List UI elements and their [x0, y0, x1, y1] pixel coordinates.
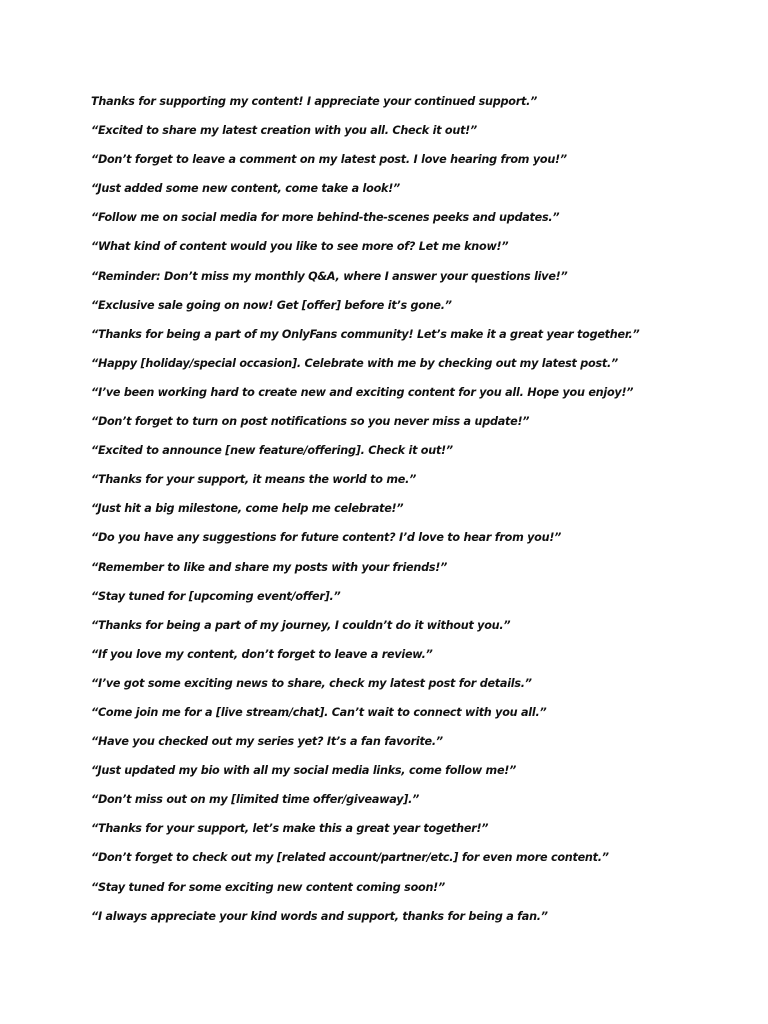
message-line: “Reminder: Don’t miss my monthly Q&A, where I answer your questions live!” — [91, 269, 568, 283]
message-line: “Follow me on social media for more behind-the-scenes peeks and updates.” — [91, 211, 560, 225]
message-line: “Thanks for your support, let’s make this a great year together!” — [91, 822, 489, 836]
message-line: “Don’t forget to turn on post notifications so you never miss a update!” — [91, 415, 530, 429]
message-line: “Thanks for your support, it means the world to me.” — [91, 473, 417, 487]
message-line: “Exclusive sale going on now! Get [offer] before it’s gone.” — [91, 298, 452, 312]
message-line: “Stay tuned for some exciting new content coming soon!” — [91, 880, 445, 894]
message-line: “I’ve got some exciting news to share, check my latest post for details.” — [91, 676, 532, 690]
message-line: “Thanks for being a part of my OnlyFans community! Let’s make it a great year together.” — [91, 327, 640, 341]
message-line: “Just hit a big milestone, come help me celebrate!” — [91, 502, 404, 516]
message-line: “Just updated my bio with all my social media links, come follow me!” — [91, 764, 517, 778]
message-line: “Come join me for a [live stream/chat]. Can’t wait to connect with you all.” — [91, 705, 547, 719]
message-line: “Don’t forget to check out my [related account/partner/etc.] for even more content.” — [91, 851, 609, 865]
message-line: “Don’t forget to leave a comment on my latest post. I love hearing from you!” — [91, 153, 567, 167]
message-line: “Stay tuned for [upcoming event/offer].” — [91, 589, 341, 603]
message-line: “Just added some new content, come take a look!” — [91, 182, 401, 196]
message-line: “Thanks for being a part of my journey, I couldn’t do it without you.” — [91, 618, 511, 632]
message-line: Thanks for supporting my content! I appreciate your continued support.” — [91, 95, 538, 108]
message-line: “Remember to like and share my posts with your friends!” — [91, 560, 448, 574]
message-line: “Happy [holiday/special occasion]. Celebrate with me by checking out my latest post.” — [91, 356, 618, 370]
message-line: “What kind of content would you like to see more of? Let me know!” — [91, 240, 509, 254]
message-line: “I always appreciate your kind words and support, thanks for being a fan.” — [91, 909, 548, 923]
message-line: “Excited to share my latest creation with you all. Check it out!” — [91, 124, 477, 138]
message-line: “Don’t miss out on my [limited time offer/giveaway].” — [91, 793, 420, 807]
message-list — [91, 91, 731, 935]
message-line: “If you love my content, don’t forget to leave a review.” — [91, 647, 433, 661]
message-line: “I’ve been working hard to create new and exciting content for you all. Hope you enjoy!” — [91, 385, 634, 399]
message-line: “Do you have any suggestions for future content? I’d love to hear from you!” — [91, 531, 562, 545]
message-line: “Excited to announce [new feature/offering]. Check it out!” — [91, 444, 453, 458]
message-line: “Have you checked out my series yet? It’s a fan favorite.” — [91, 735, 443, 749]
